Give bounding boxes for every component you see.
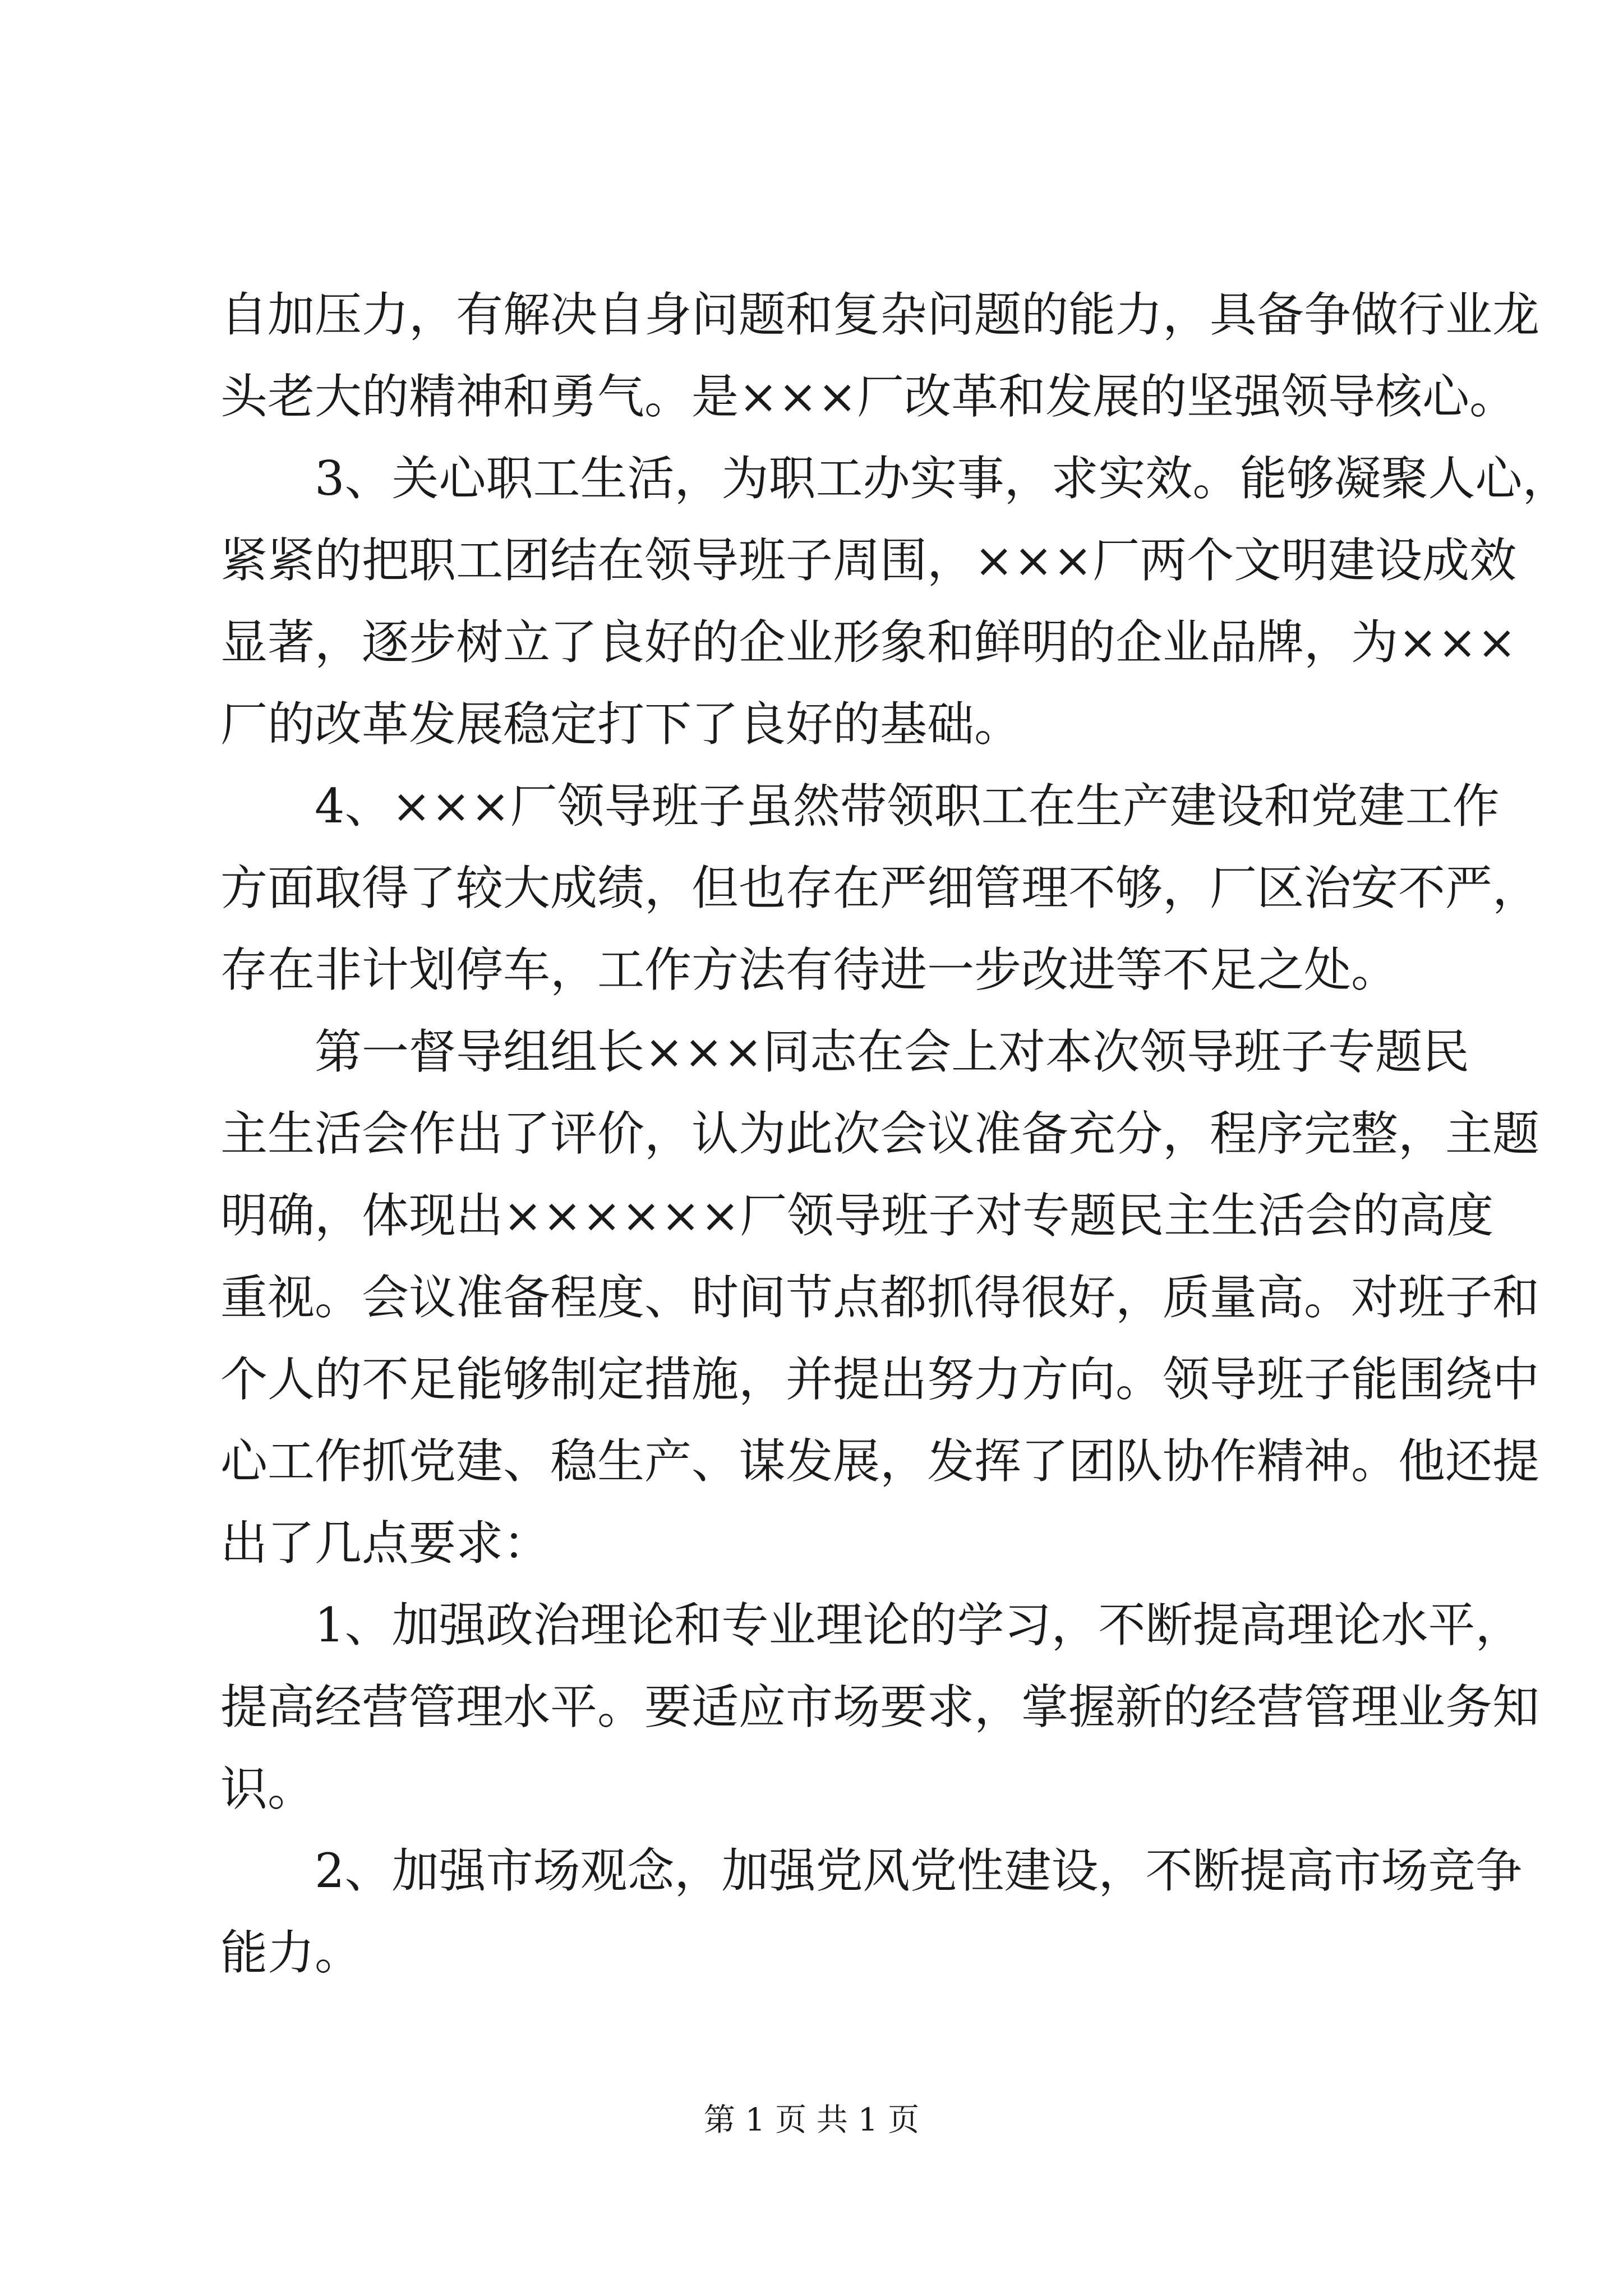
document-body	[220, 274, 1570, 1994]
text-line: 存在非计划停车，工作方法有待进一步改进等不足之处。	[220, 942, 1399, 997]
text-line: 识。	[220, 1761, 315, 1816]
text-line: 出了几点要求：	[220, 1516, 551, 1571]
text-line: 头老大的精神和勇气。是×××厂改革和发展的坚强领导核心。	[220, 369, 1517, 424]
text-line: 主生活会作出了评价，认为此次会议准备充分，程序完整，主题	[220, 1106, 1540, 1161]
text-line: 重视。会议准备程度、时间节点都抓得很好，质量高。对班子和	[220, 1270, 1540, 1325]
text-line: 3、关心职工生活，为职工办实事，求实效。能够凝聚人心，	[315, 451, 1570, 506]
text-line: 自加压力，有解决自身问题和复杂问题的能力，具备争做行业龙	[220, 287, 1540, 342]
text-line: 厂的改革发展稳定打下了良好的基础。	[220, 697, 1022, 752]
text-line: 2、加强市场观念，加强党风党性建设，不断提高市场竞争	[315, 1843, 1523, 1898]
text-line: 明确，体现出××××××厂领导班子对专题民主生活会的高度	[220, 1188, 1494, 1243]
text-line: 4、×××厂领导班子虽然带领职工在生产建设和党建工作	[315, 779, 1500, 834]
text-line: 显著，逐步树立了良好的企业形象和鲜明的企业品牌，为×××	[220, 615, 1517, 670]
text-line: 提高经营管理水平。要适应市场要求，掌握新的经营管理业务知	[220, 1680, 1540, 1734]
text-line: 第一督导组组长×××同志在会上对本次领导班子专题民	[315, 1024, 1470, 1079]
text-line: 个人的不足能够制定措施，并提出努力方向。领导班子能围绕中	[220, 1352, 1540, 1407]
text-line: 能力。	[220, 1925, 362, 1980]
text-line: 1、加强政治理论和专业理论的学习，不断提高理论水平，	[315, 1598, 1523, 1653]
text-line: 心工作抓党建、稳生产、谋发展，发挥了团队协作精神。他还提	[220, 1434, 1540, 1489]
text-line: 方面取得了较大成绩，但也存在严细管理不够，厂区治安不严，	[220, 861, 1540, 915]
page-footer: 第 1 页 共 1 页	[703, 2102, 920, 2138]
text-line: 紧紧的把职工团结在领导班子周围，×××厂两个文明建设成效	[220, 533, 1517, 588]
